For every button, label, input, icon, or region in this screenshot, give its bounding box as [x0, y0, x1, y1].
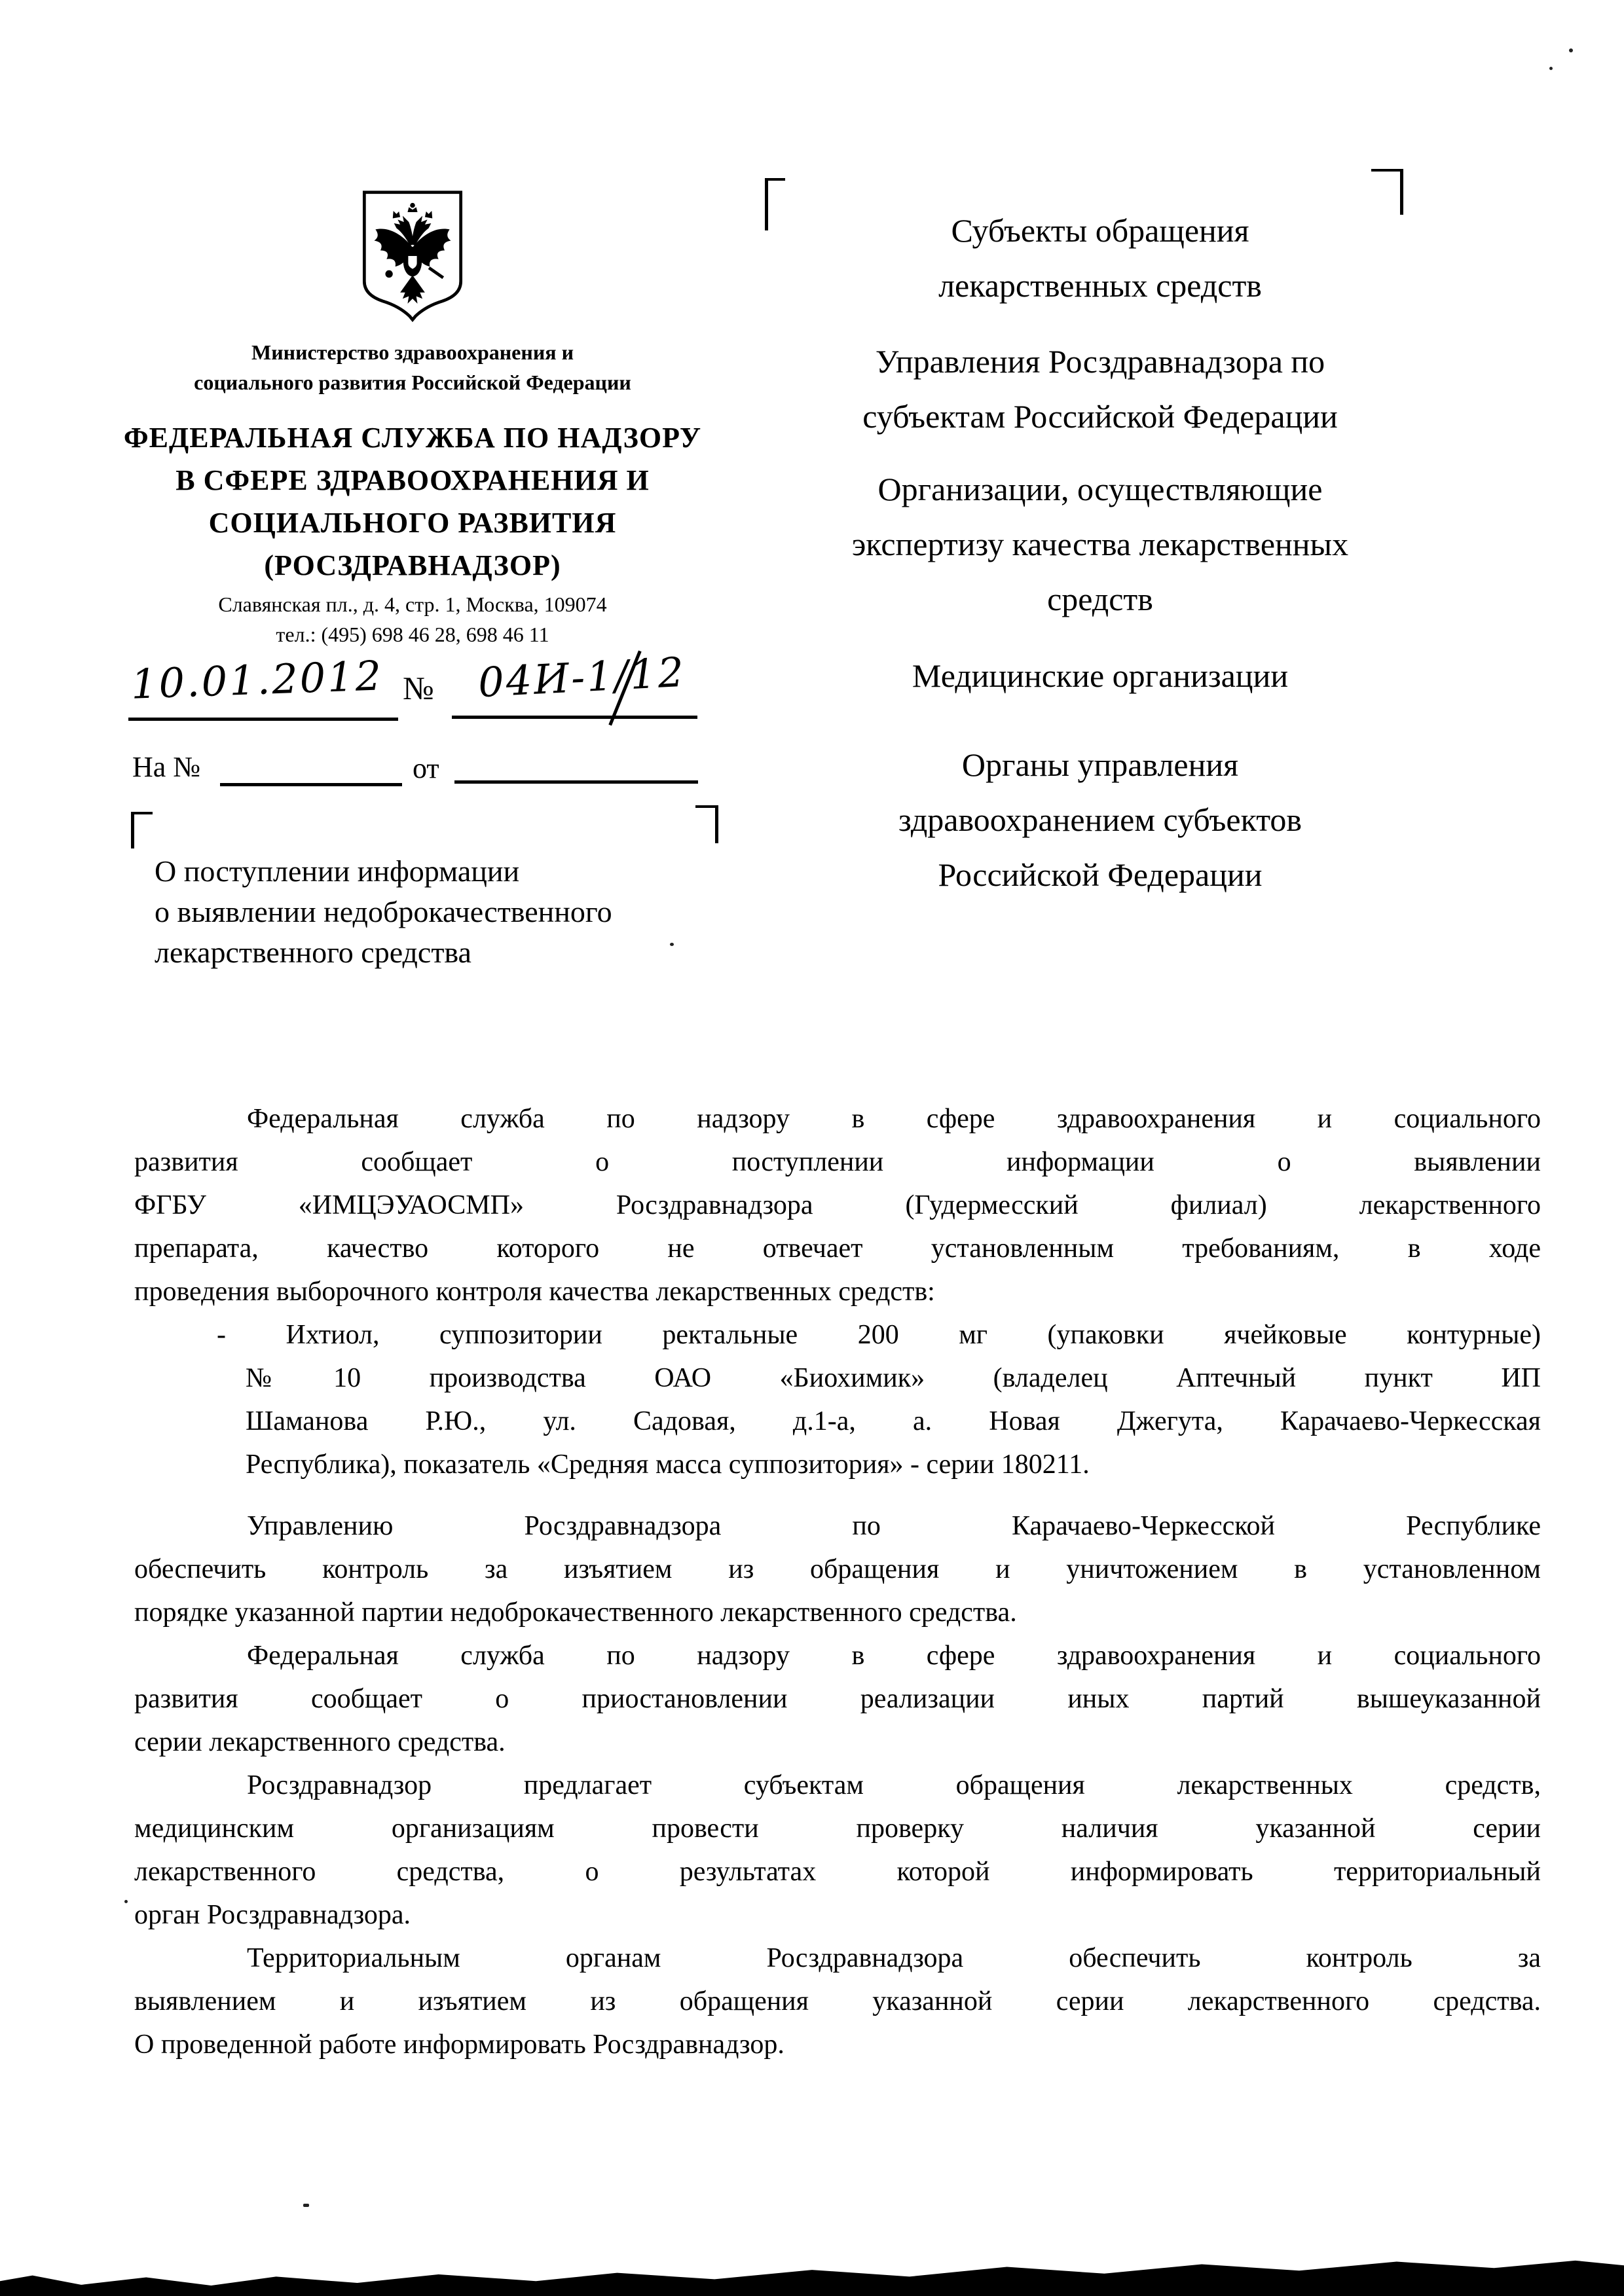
- service-line: ФЕДЕРАЛЬНАЯ СЛУЖБА ПО НАДЗОРУ: [123, 422, 702, 454]
- body-line: Территориальным органам Росздравнадзора обеспечить контроль за: [247, 1943, 1541, 1973]
- body-paragraph: [134, 1634, 1541, 1764]
- recipient-entry: [753, 737, 1447, 902]
- letter-subject: [155, 851, 744, 973]
- scan-speck: [1549, 67, 1553, 70]
- service-name: [98, 416, 727, 587]
- reply-from-label: от: [413, 752, 439, 784]
- scan-speck: [303, 2204, 309, 2207]
- body-line: серии лекарственного средства.: [134, 1727, 506, 1757]
- recipient-line: Субъекты обращения: [951, 212, 1249, 249]
- ministry-line: социального развития Российской Федерации: [194, 371, 631, 394]
- recipient-line: Организации, осуществляющие: [877, 471, 1323, 507]
- body-line: обеспечить контроль за изъятием из обращения и уничтожением в установленном: [134, 1554, 1541, 1584]
- recipient-entry: [753, 203, 1447, 313]
- recipient-entry: [753, 648, 1447, 703]
- body-line: О проведенной работе информировать Росздравнадзор.: [134, 2030, 784, 2060]
- scan-speck: [124, 1900, 128, 1903]
- recipient-line: Органы управления: [961, 746, 1239, 783]
- reply-date-blank-underline: [454, 780, 698, 784]
- body-line: Росздравнадзор предлагает субъектам обращения лекарственных средств,: [247, 1770, 1541, 1800]
- body-line: Федеральная служба по надзору в сфере здравоохранения и социального: [247, 1104, 1541, 1134]
- body-list-item: [217, 1313, 1541, 1486]
- recipient-line: Российской Федерации: [938, 856, 1263, 893]
- body-paragraph: [134, 1937, 1541, 2066]
- service-line: В СФЕРЕ ЗДРАВООХРАНЕНИЯ И: [175, 464, 650, 496]
- recipient-line: субъектам Российской Федерации: [862, 398, 1338, 435]
- body-line: препарата, качество которого не отвечает установленным требованиям, в ходе: [134, 1233, 1541, 1264]
- recipient-entry: [753, 334, 1447, 444]
- body-line: Шаманова Р.Ю., ул. Садовая, д.1-а, а. Новая Джегута, Карачаево-Черкесская: [246, 1406, 1541, 1436]
- body-line: медицинским организациям провести проверку наличия указанной серии: [134, 1813, 1541, 1844]
- corner-mark-subject-right: [695, 805, 718, 843]
- reply-to-number-label: На №: [132, 751, 201, 783]
- body-line: лекарственного средства, о результатах которой информировать территориальный: [134, 1857, 1541, 1887]
- postal-address: [98, 589, 727, 649]
- reply-number-blank-underline: [220, 783, 402, 786]
- body-paragraph: [134, 1764, 1541, 1937]
- date-underline: [128, 718, 398, 721]
- body-line: проведения выборочного контроля качества лекарственных средств:: [134, 1277, 935, 1307]
- corner-mark-subject-left: [131, 812, 153, 848]
- ministry-line: Министерство здравоохранения и: [251, 340, 574, 364]
- subject-line: о выявлении недоброкачественного: [155, 895, 612, 928]
- body-line: порядке указанной партии недоброкачественного лекарственного средства.: [134, 1597, 1017, 1628]
- body-line: №10 производства ОАО «Биохимик» (владелец Аптечный пункт ИП: [246, 1363, 1541, 1393]
- recipients-list: [753, 187, 1447, 902]
- recipient-line: средств: [1047, 581, 1153, 617]
- body-line: Федеральная служба по надзору в сфере здравоохранения и социального: [247, 1641, 1541, 1671]
- letter-body: [134, 1097, 1541, 2066]
- body-line: выявлением и изъятием из обращения указанной серии лекарственного средства.: [134, 1986, 1541, 2016]
- phone-line: тел.: (495) 698 46 28, 698 46 11: [276, 623, 549, 646]
- body-line: Управлению Росздравнадзора по Карачаево-Черкесской Республике: [247, 1511, 1541, 1541]
- body-line: - Ихтиол, суппозитории ректальные 200 мг (упаковки ячейковые контурные): [217, 1320, 1541, 1350]
- recipient-entry: [753, 462, 1447, 627]
- scan-speck: [670, 943, 674, 946]
- recipient-line: здравоохранением субъектов: [898, 801, 1302, 838]
- recipient-line: экспертизу качества лекарственных: [851, 526, 1349, 562]
- ministry-name: [98, 337, 727, 397]
- recipient-line: лекарственных средств: [938, 267, 1262, 304]
- body-line: ФГБУ «ИМЦЭУАОСМП» Росздравнадзора (Гудермесский филиал) лекарственного: [134, 1190, 1541, 1220]
- body-line: Республика), показатель «Средняя масса суппозитория» - серии 180211.: [246, 1449, 1090, 1480]
- number-sign: №: [403, 670, 434, 706]
- body-line: развития сообщает о поступлении информации о выявлении: [134, 1147, 1541, 1177]
- subject-line: О поступлении информации: [155, 854, 520, 888]
- number-underline: [452, 716, 697, 719]
- body-line: развития сообщает о приостановлении реализации иных партий вышеуказанной: [134, 1684, 1541, 1714]
- scan-artifact-bottom-bar: [0, 2259, 1624, 2296]
- handwritten-outgoing-number: 04И-1/12: [477, 647, 687, 707]
- russia-coat-of-arms-icon: [357, 185, 468, 328]
- recipient-line: Управления Росздравнадзора по: [875, 343, 1325, 380]
- body-paragraph: [134, 1097, 1541, 1313]
- service-line: (РОСЗДРАВНАДЗОР): [264, 549, 561, 581]
- body-paragraph: [134, 1504, 1541, 1634]
- handwritten-date: 10.01.2012: [130, 651, 384, 708]
- letterhead: [98, 185, 727, 649]
- body-line: орган Росздравнадзора.: [134, 1900, 411, 1930]
- address-line: Славянская пл., д. 4, стр. 1, Москва, 109074: [218, 592, 607, 616]
- scan-speck: [1569, 48, 1573, 52]
- subject-line: лекарственного средства: [155, 936, 471, 969]
- service-line: СОЦИАЛЬНОГО РАЗВИТИЯ: [208, 507, 617, 539]
- recipient-line: Медицинские организации: [912, 657, 1289, 694]
